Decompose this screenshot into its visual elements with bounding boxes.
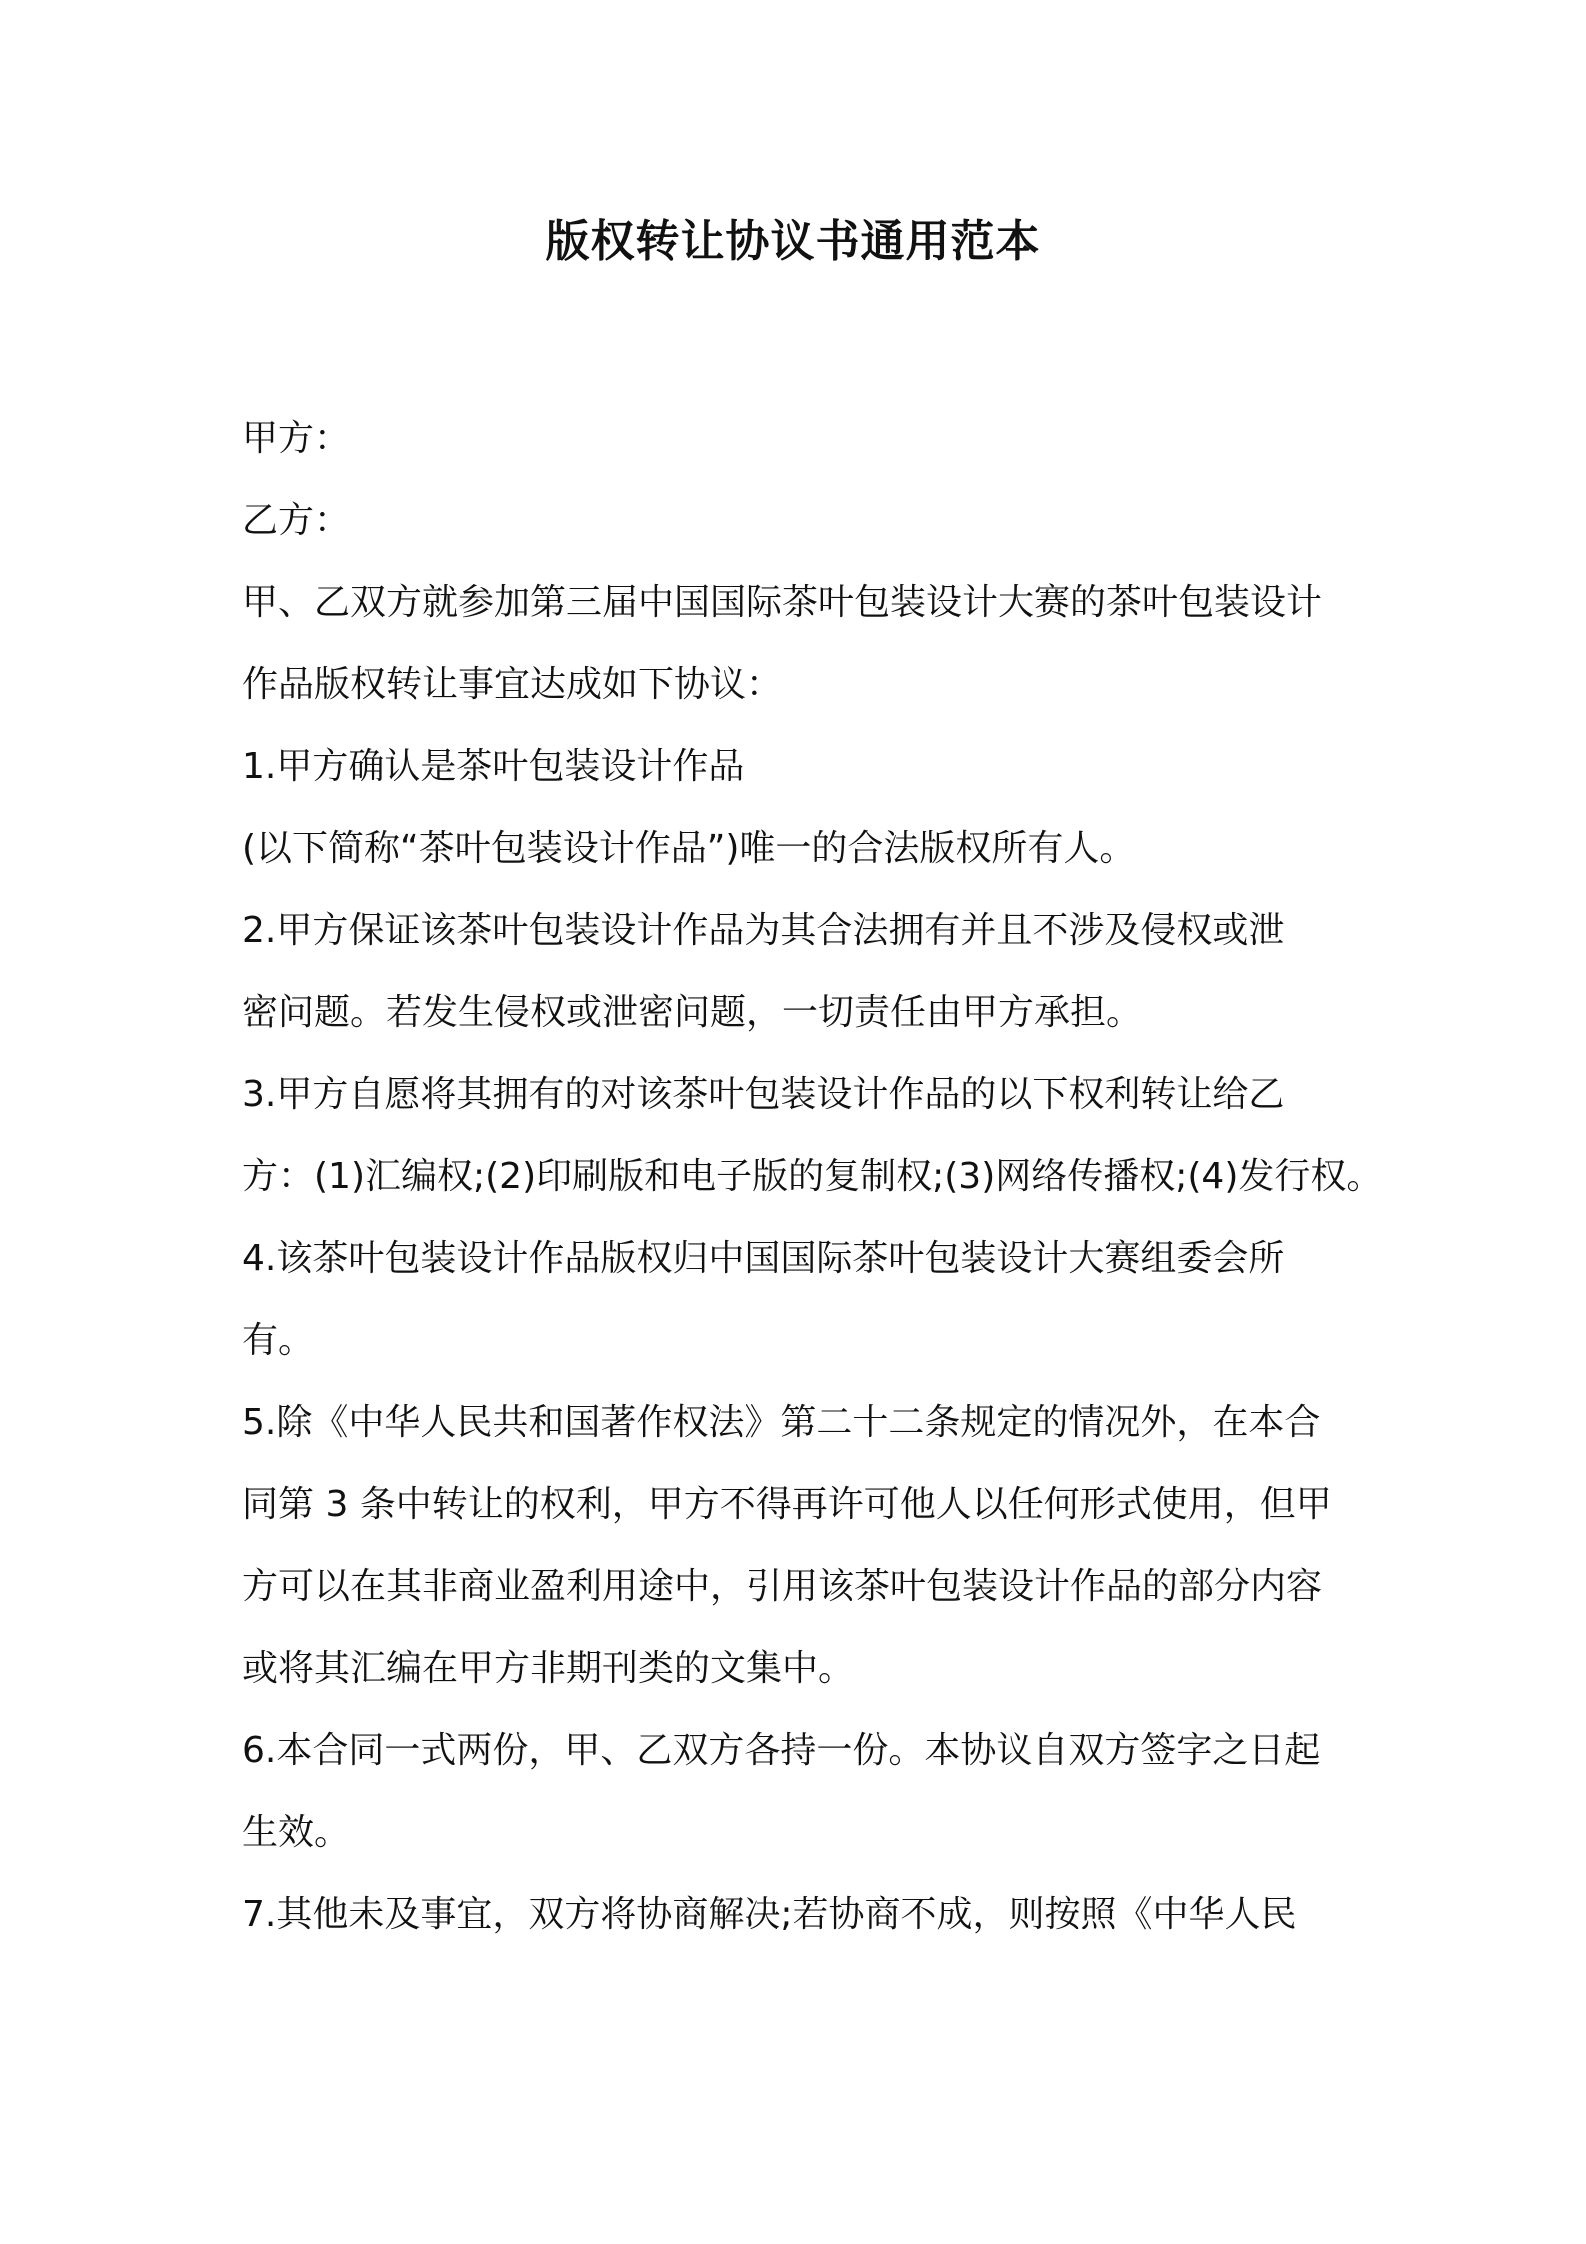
clause-4-line-1: 4.该茶叶包装设计作品版权归中国国际茶叶包装设计大赛组委会所 bbox=[242, 1238, 1285, 1279]
clause-2-line-1: 2.甲方保证该茶叶包装设计作品为其合法拥有并且不涉及侵权或泄 bbox=[242, 910, 1285, 951]
party-b-line: 乙方： bbox=[242, 500, 351, 541]
party-a-line: 甲方： bbox=[242, 418, 351, 459]
document-body bbox=[242, 410, 1383, 1968]
clause-2-line-2: 密问题。若发生侵权或泄密问题，一切责任由甲方承担。 bbox=[242, 992, 1143, 1033]
clause-6-line-1: 6.本合同一式两份，甲、乙双方各持一份。本协议自双方签字之日起 bbox=[242, 1730, 1321, 1771]
clause-3-line-2: 方：(1)汇编权;(2)印刷版和电子版的复制权;(3)网络传播权;(4)发行权。 bbox=[242, 1156, 1383, 1197]
clause-5-line-2: 同第 3 条中转让的权利，甲方不得再许可他人以任何形式使用，但甲 bbox=[242, 1484, 1332, 1525]
preamble-line-1: 甲、乙双方就参加第三届中国国际茶叶包装设计大赛的茶叶包装设计 bbox=[242, 582, 1323, 623]
document-title: 版权转让协议书通用范本 bbox=[545, 216, 1041, 267]
clause-5-line-1: 5.除《中华人民共和国著作权法》第二十二条规定的情况外，在本合 bbox=[242, 1402, 1321, 1443]
clause-3-line-1: 3.甲方自愿将其拥有的对该茶叶包装设计作品的以下权利转让给乙 bbox=[242, 1074, 1285, 1115]
preamble-line-2: 作品版权转让事宜达成如下协议： bbox=[242, 664, 783, 705]
clause-1-line-1: 1.甲方确认是茶叶包装设计作品 bbox=[242, 746, 745, 787]
clause-6-line-2: 生效。 bbox=[242, 1812, 351, 1853]
clause-4-line-2: 有。 bbox=[242, 1320, 315, 1361]
clause-7-line-1: 7.其他未及事宜，双方将协商解决;若协商不成，则按照《中华人民 bbox=[242, 1894, 1297, 1935]
clause-5-line-4: 或将其汇编在甲方非期刊类的文集中。 bbox=[242, 1648, 855, 1689]
clause-1-line-2: (以下简称“茶叶包装设计作品”)唯一的合法版权所有人。 bbox=[242, 828, 1136, 869]
clause-5-line-3: 方可以在其非商业盈利用途中，引用该茶叶包装设计作品的部分内容 bbox=[242, 1566, 1323, 1607]
